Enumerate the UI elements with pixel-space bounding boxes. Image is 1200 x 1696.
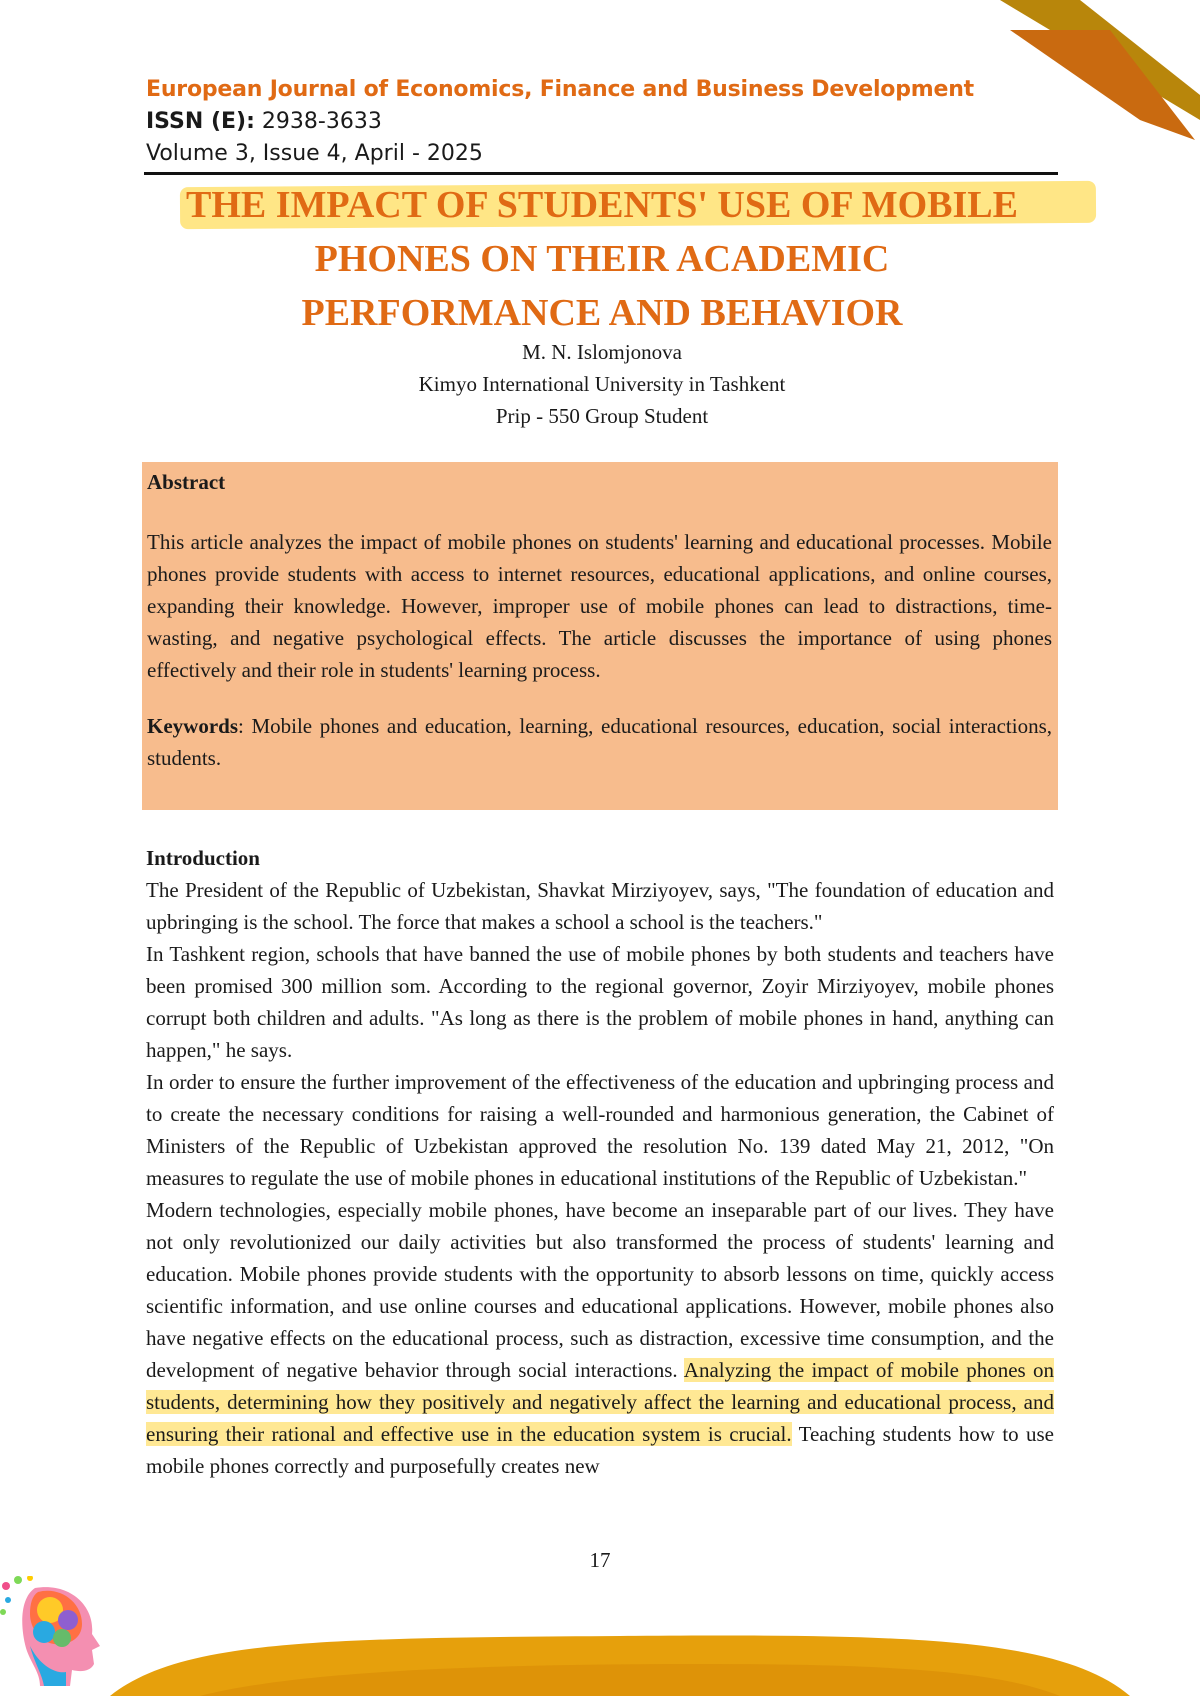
abstract-box bbox=[142, 462, 1058, 810]
title-line-1: THE IMPACT OF STUDENTS' USE OF MOBILE bbox=[186, 184, 1018, 226]
author-group: Prip - 550 Group Student bbox=[495, 404, 709, 428]
title-line-2: PHONES ON THEIR ACADEMIC bbox=[314, 238, 890, 280]
abstract-heading: Abstract bbox=[147, 470, 226, 494]
journal-name: European Journal of Economics, Finance and Business Development bbox=[146, 77, 974, 102]
issn-value: 2938-3633 bbox=[254, 109, 382, 134]
journal-header bbox=[146, 74, 1058, 170]
keywords-text: : Mobile phones and education, learning, educational resources, education, social interactions, students. bbox=[147, 714, 1052, 770]
title-line-3: PERFORMANCE AND BEHAVIOR bbox=[301, 292, 903, 334]
issn-line bbox=[146, 106, 1058, 138]
author-block bbox=[146, 336, 1058, 432]
keywords bbox=[147, 710, 1052, 774]
intro-p4-start: Modern technologies, especially mobile phones, have become an inseparable part of our lives. They have not only revolutionized our daily activities but also transformed the process of students' learning and education. Mobile phones provide students with the opportunity to absorb lessons on time, quickly access scientific information, and use online courses and educational applications. However, mobile phones also have negative effects on the educational process, such as distraction, excessive time consumption, and the development of negative behavior through social interactions. bbox=[146, 1198, 1054, 1382]
intro-paragraph-3: In order to ensure the further improvement of the effectiveness of the education and upbringing process and to create the necessary conditions for raising a well-rounded and harmonious generation, the Cabinet of Ministers of the Republic of Uzbekistan approved the resolution No. 139 dated May 21, 2012, "On measures to regulate the use of mobile phones in educational institutions of the Republic of Uzbekistan." bbox=[146, 1070, 1054, 1190]
keywords-label: Keywords bbox=[147, 714, 238, 738]
abstract-text: This article analyzes the impact of mobile phones on students' learning and educational processes. Mobile phones provide students with access to internet resources, educational applications, and online courses, expanding their knowledge. However, improper use of mobile phones can lead to distractions, time-wasting, and negative psychological effects. The article discusses the importance of using phones effectively and their role in students' learning process. bbox=[147, 530, 1052, 682]
issn-label: ISSN (E): bbox=[146, 109, 255, 134]
page-number: 17 bbox=[589, 1548, 611, 1572]
header-divider bbox=[144, 172, 1058, 175]
article-title bbox=[146, 178, 1058, 340]
brain-head-logo bbox=[0, 1576, 110, 1696]
author-affiliation: Kimyo International University in Tashkent bbox=[418, 372, 786, 396]
volume-issue: Volume 3, Issue 4, April - 2025 bbox=[146, 141, 483, 166]
intro-p4-end: Teaching students how to use mobile phones correctly and purposefully creates new bbox=[146, 1422, 1055, 1478]
author-name: M. N. Islomjonova bbox=[522, 340, 682, 364]
bottom-wave-decoration bbox=[0, 1600, 1200, 1696]
intro-paragraph-4 bbox=[146, 1194, 1054, 1482]
intro-paragraph-1: The President of the Republic of Uzbekistan, Shavkat Mirziyoyev, says, "The foundation of education and upbringing is the school. The force that makes a school a school is the teachers." bbox=[146, 878, 1054, 934]
introduction-heading: Introduction bbox=[146, 846, 260, 870]
intro-p4-highlighted: Analyzing the impact of mobile phones on students, determining how they positively and negatively affect the learning and educational process, and ensuring their rational and effective use in the education system is crucial. bbox=[146, 1358, 1054, 1446]
introduction-section bbox=[146, 842, 1054, 1482]
intro-paragraph-2: In Tashkent region, schools that have banned the use of mobile phones by both students and teachers have been promised 300 million som. According to the regional governor, Zoyir Mirziyoyev, mobile phones corrupt both children and adults. "As long as there is the problem of mobile phones in hand, anything can happen," he says. bbox=[146, 942, 1054, 1062]
